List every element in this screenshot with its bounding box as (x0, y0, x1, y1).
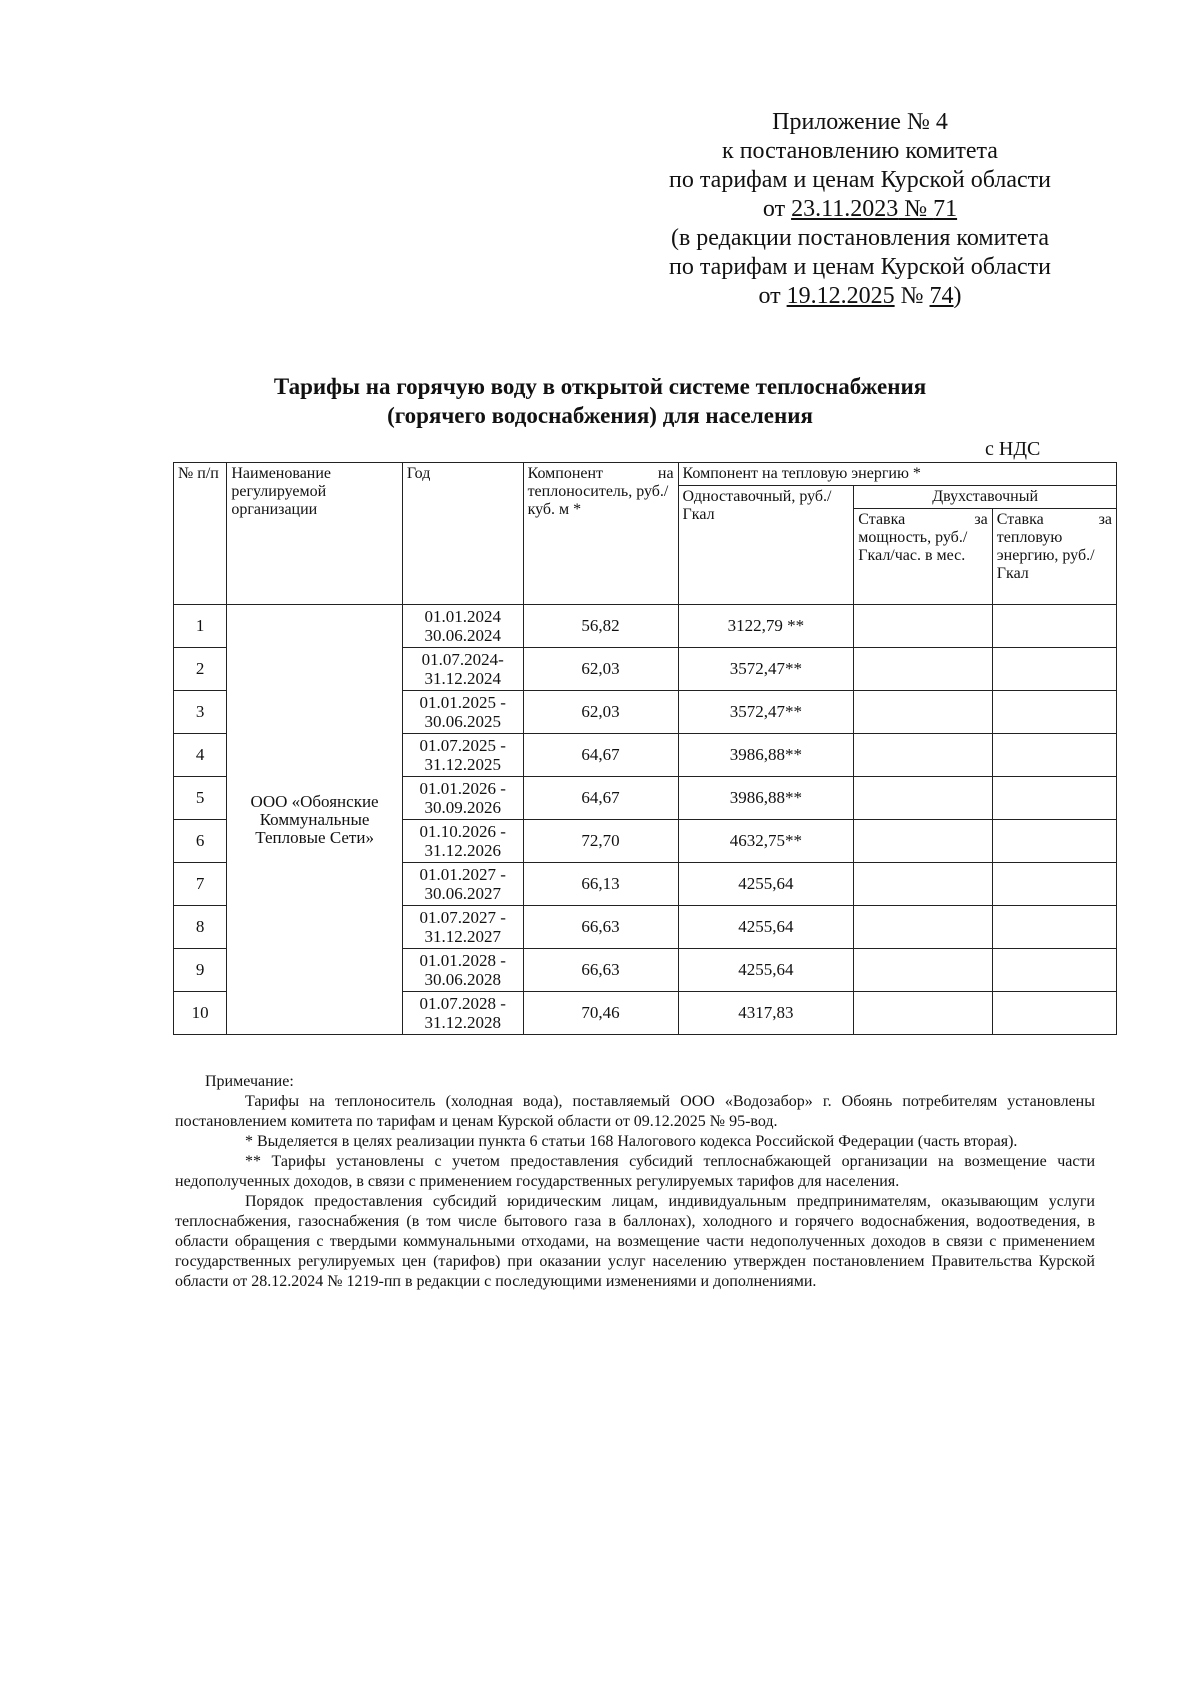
one-rate-value: 3572,47** (678, 691, 854, 734)
header-organization: Наименование регулируемой организации (227, 463, 402, 605)
appendix-line-1: Приложение № 4 (772, 109, 948, 135)
header-rate-power-first-line (858, 511, 987, 529)
note-paragraph-2: * Выделяется в целях реализации пункта 6 статьи 168 Налогового кодекса Российской Федерации (часть вторая). (245, 1133, 1018, 1150)
header-rate-energy-first-line (997, 511, 1112, 529)
period-end: 31.12.2025 (424, 755, 501, 774)
one-rate-value: 4317,83 (678, 992, 854, 1035)
header-coolant-first-line (528, 465, 674, 483)
document-title (150, 372, 1050, 430)
appendix-line-7-sep: № (894, 283, 930, 309)
one-rate-value: 3986,88** (678, 734, 854, 777)
rate-power-value (854, 605, 992, 648)
period-start: 01.10.2026 - (419, 822, 506, 841)
coolant-value: 64,67 (523, 777, 678, 820)
note-paragraph-4: Порядок предоставления субсидий юридическим лицам, индивидуальным предпринимателям, оказывающим услуги теплоснабжения, газоснабжения (в том числе бытового газа в баллонах), холодного и горячего водоснабжения, водоотведения, в области обращения с твердыми коммунальными отходами, на возмещение части недополученных доходов в связи с применением государственных регулируемых цен (тарифов) при оказании услуг населению утвержден постановлением Правительства Курской области от 28.12.2024 № 1219-пп в редакции с последующими изменениями и дополнениями. (175, 1193, 1095, 1290)
appendix-line-7-number: 74 (929, 283, 954, 309)
one-rate-value: 3122,79 ** (678, 605, 854, 648)
period-cell (402, 906, 523, 949)
row-number: 9 (174, 949, 227, 992)
coolant-value: 66,13 (523, 863, 678, 906)
table-row (174, 605, 1117, 648)
one-rate-value: 3986,88** (678, 777, 854, 820)
appendix-line-6: по тарифам и ценам Курской области (669, 254, 1051, 280)
rate-power-value (854, 648, 992, 691)
row-number: 10 (174, 992, 227, 1035)
notes-heading: Примечание: (205, 1073, 294, 1090)
appendix-line-7-suffix: ) (953, 283, 962, 309)
appendix-line-4-number: 71 (933, 196, 958, 222)
period-cell (402, 734, 523, 777)
rate-energy-value (992, 605, 1116, 648)
header-coolant-word-1: Компонент (527, 465, 604, 482)
period-end: 31.12.2024 (424, 669, 501, 688)
appendix-line-7-prefix: от (758, 283, 787, 309)
coolant-value: 62,03 (523, 691, 678, 734)
coolant-value: 72,70 (523, 820, 678, 863)
header-rate-energy-word-2: за (1098, 511, 1112, 528)
title-line-2: (горячего водоснабжения) для населения (387, 403, 813, 428)
table-body (174, 605, 1117, 1035)
period-start: 01.07.2024- (421, 650, 504, 669)
period-start: 01.01.2026 - (419, 779, 506, 798)
header-one-rate: Одноставочный, руб./Гкал (678, 486, 854, 605)
period-end: 30.06.2025 (424, 712, 501, 731)
rate-energy-value (992, 906, 1116, 949)
rate-power-value (854, 691, 992, 734)
period-start: 01.07.2025 - (419, 736, 506, 755)
header-year: Год (402, 463, 523, 605)
period-end: 31.12.2028 (424, 1013, 501, 1032)
row-number: 2 (174, 648, 227, 691)
period-cell (402, 820, 523, 863)
rate-power-value (854, 863, 992, 906)
period-start: 01.07.2028 - (419, 994, 506, 1013)
coolant-value: 64,67 (523, 734, 678, 777)
period-start: 01.07.2027 - (419, 908, 506, 927)
period-cell (402, 648, 523, 691)
row-number: 4 (174, 734, 227, 777)
note-paragraph-1: Тарифы на теплоноситель (холодная вода), поставляемый ООО «Водозабор» г. Обоянь потребителям установлены постановлением комитета по тарифам и ценам Курской области от 09.12.2025 № 95-вод. (175, 1093, 1095, 1130)
tariffs-table (173, 462, 1117, 1035)
header-rate-power-rest: мощность, руб./Гкал/час. в мес. (858, 529, 968, 564)
appendix-line-4-sep: № (898, 196, 934, 222)
period-end: 31.12.2026 (424, 841, 501, 860)
coolant-value: 62,03 (523, 648, 678, 691)
appendix-line-4-date: 23.11.2023 (791, 196, 899, 222)
appendix-line-2: к постановлению комитета (722, 138, 998, 164)
appendix-header (610, 108, 1110, 311)
header-coolant-rest: теплоноситель, руб./куб. м * (527, 483, 669, 518)
appendix-line-7 (610, 282, 1110, 311)
row-number: 8 (174, 906, 227, 949)
rate-energy-value (992, 691, 1116, 734)
title-line-1: Тарифы на горячую воду в открытой системе теплоснабжения (273, 374, 927, 399)
header-coolant-component (523, 463, 678, 605)
row-number: 1 (174, 605, 227, 648)
appendix-line-4-prefix: от (762, 196, 792, 222)
period-end: 30.06.2028 (424, 970, 501, 989)
rate-energy-value (992, 648, 1116, 691)
coolant-value: 66,63 (523, 906, 678, 949)
header-energy-component: Компонент на тепловую энергию * (678, 463, 1116, 486)
period-end: 30.09.2026 (424, 798, 501, 817)
period-cell (402, 992, 523, 1035)
row-number: 5 (174, 777, 227, 820)
header-two-rate: Двухставочный (854, 486, 1117, 509)
header-rate-energy (992, 509, 1116, 605)
period-end: 30.06.2027 (424, 884, 501, 903)
header-rate-energy-word-1: Ставка (996, 511, 1044, 528)
rate-energy-value (992, 820, 1116, 863)
period-start: 01.01.2027 - (419, 865, 506, 884)
period-cell (402, 777, 523, 820)
appendix-line-3: по тарифам и ценам Курской области (669, 167, 1051, 193)
row-number: 3 (174, 691, 227, 734)
header-num: № п/п (174, 463, 227, 605)
header-rate-power (854, 509, 992, 605)
coolant-value: 70,46 (523, 992, 678, 1035)
header-coolant-word-2: на (657, 465, 674, 482)
note-paragraph-3: ** Тарифы установлены с учетом предоставления субсидий теплоснабжающей организации на возмещение части недополученных доходов, в связи с применением государственных регулируемых тарифов для населения. (175, 1153, 1095, 1190)
rate-power-value (854, 734, 992, 777)
header-rate-power-word-2: за (974, 511, 988, 528)
rate-power-value (854, 820, 992, 863)
vat-note: с НДС (985, 438, 1041, 460)
coolant-value: 56,82 (523, 605, 678, 648)
period-start: 01.01.2024 (424, 607, 501, 626)
appendix-line-5: (в редакции постановления комитета (670, 225, 1050, 251)
header-rate-energy-rest: тепловую энергию, руб./Гкал (996, 529, 1095, 582)
rate-power-value (854, 992, 992, 1035)
rate-power-value (854, 777, 992, 820)
period-cell (402, 691, 523, 734)
period-start: 01.01.2025 - (419, 693, 506, 712)
rate-energy-value (992, 734, 1116, 777)
header-rate-power-word-1: Ставка (858, 511, 906, 528)
one-rate-value: 4255,64 (678, 906, 854, 949)
organization-name: ООО «Обоянские Коммунальные Тепловые Сети» (227, 605, 402, 1035)
one-rate-value: 3572,47** (678, 648, 854, 691)
period-cell (402, 863, 523, 906)
appendix-line-4 (610, 195, 1110, 224)
one-rate-value: 4255,64 (678, 949, 854, 992)
rate-energy-value (992, 949, 1116, 992)
period-end: 30.06.2024 (424, 626, 501, 645)
period-start: 01.01.2028 - (419, 951, 506, 970)
notes-section (175, 1072, 1095, 1292)
row-number: 6 (174, 820, 227, 863)
rate-power-value (854, 949, 992, 992)
appendix-line-7-date: 19.12.2025 (786, 283, 895, 309)
one-rate-value: 4255,64 (678, 863, 854, 906)
period-cell (402, 605, 523, 648)
coolant-value: 66,63 (523, 949, 678, 992)
rate-energy-value (992, 992, 1116, 1035)
one-rate-value: 4632,75** (678, 820, 854, 863)
period-end: 31.12.2027 (424, 927, 501, 946)
row-number: 7 (174, 863, 227, 906)
rate-energy-value (992, 777, 1116, 820)
rate-power-value (854, 906, 992, 949)
period-cell (402, 949, 523, 992)
rate-energy-value (992, 863, 1116, 906)
